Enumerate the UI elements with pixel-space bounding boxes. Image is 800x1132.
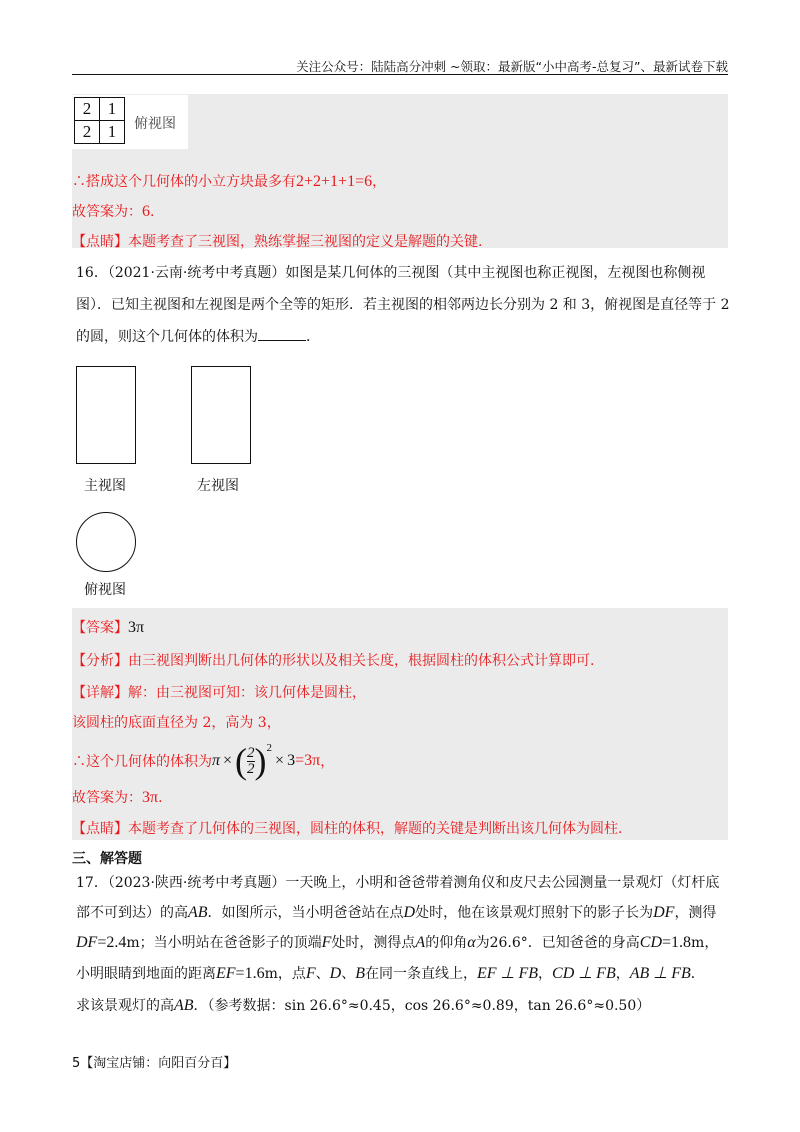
comment-tag: 【点睛】 xyxy=(72,234,128,250)
q17-line-1: 17．（2023·陕西·统考中考真题）一天晚上，小明和爸爸带着测角仪和皮尺去公园测量一景观灯（灯杆底 xyxy=(76,875,720,891)
var-CD: CD xyxy=(639,934,663,951)
page-footer: 5【淘宝店铺：向阳百分百】 xyxy=(72,1056,237,1071)
var-D: D xyxy=(403,904,416,921)
conclusion-suffix: ， xyxy=(372,174,387,190)
comment-tag: 【点睛】 xyxy=(72,821,128,837)
q17-text: m， xyxy=(691,935,719,951)
front-view-rectangle xyxy=(76,366,136,464)
analysis-text: 由三视图判断出几何体的形状以及相关长度，根据圆柱的体积公式计算即可. xyxy=(128,653,595,669)
left-view-label: 左视图 xyxy=(197,478,239,494)
answer-value: 6 xyxy=(142,203,150,220)
answer-value: 3π xyxy=(142,789,159,806)
reference-data: ．（参考数据：sin 26.6°≈0.45，cos 26.6°≈0.89，tan 26.6°≈0.50） xyxy=(193,998,651,1014)
var-AB: AB xyxy=(174,997,194,1014)
q17-text: m，点 xyxy=(264,966,306,982)
value-2-4: =2.4 xyxy=(97,934,127,951)
q17-text: 处时，他在该景观灯照射下的影子长为 xyxy=(415,905,654,921)
q17-text: ． xyxy=(690,966,705,982)
q16-detail-line-2: 该圆柱的底面直径为 2，高为 3， xyxy=(72,715,281,731)
front-view-label: 主视图 xyxy=(84,478,126,494)
detail-text: 解：由三视图可知：该几何体是圆柱， xyxy=(128,685,366,701)
q16-detail xyxy=(72,682,366,702)
var-A: A xyxy=(415,934,426,951)
answer-prefix: 故答案为： xyxy=(72,204,142,220)
var-EF: EF xyxy=(216,965,236,982)
grid-cell: 1 xyxy=(100,121,125,144)
var-alpha: α xyxy=(467,934,476,951)
q16-final-answer xyxy=(72,787,163,807)
q17-text: m；当小明站在爸爸影子的顶端 xyxy=(126,935,322,951)
var-D: D xyxy=(329,965,342,982)
q17-text: 的仰角 xyxy=(425,935,468,951)
var-DF: DF xyxy=(76,934,98,951)
times-sign: × xyxy=(223,752,233,769)
pi-symbol: π xyxy=(212,752,221,769)
answer-prefix: 故答案为： xyxy=(72,790,142,806)
q17-line-3 xyxy=(76,932,718,952)
analysis-tag: 【分析】 xyxy=(72,653,128,669)
q17-text: ， xyxy=(538,966,553,982)
grid-cell: 2 xyxy=(75,98,100,121)
value-1-8: =1.8 xyxy=(662,934,692,951)
q16-line-1: 16．（2021·云南·统考中考真题）如图是某几何体的三视图（其中主视图也称正视图，左视图也称侧视 xyxy=(76,265,706,281)
q17-text: ．如图所示，当小明爸爸站在点 xyxy=(207,905,404,921)
answer-tag: 【答案】 xyxy=(72,620,128,636)
q17-line-4 xyxy=(76,963,705,983)
perp-AB-FB: AB ⊥ FB xyxy=(629,965,691,982)
header-divider xyxy=(72,74,728,75)
comment-text: 本题考查了几何体的三视图，圆柱的体积，解题的关键是判断出该几何体为圆柱. xyxy=(128,821,623,837)
right-paren: ) xyxy=(254,741,267,781)
page-header: 关注公众号：陆陆高分冲刺 ~领取：最新版“小中高考-总复习”、最新试卷下载 xyxy=(296,59,728,74)
exponent: 2 xyxy=(266,742,273,754)
volume-suffix: ， xyxy=(320,754,335,770)
perp-EF-FB: EF ⊥ FB xyxy=(476,965,539,982)
comment-text: 本题考查了三视图，熟练掌握三视图的定义是解题的关键. xyxy=(128,234,483,250)
conclusion-expression: 2+2+1+1=6 xyxy=(296,173,373,190)
top-view-figure xyxy=(72,95,188,149)
var-F: F xyxy=(321,934,332,951)
q17-text: 在同一条直线上， xyxy=(364,966,477,982)
q17-text: 求该景观灯的高 xyxy=(76,998,174,1014)
var-AB: AB xyxy=(188,904,208,921)
var-F: F xyxy=(305,965,316,982)
fraction xyxy=(247,746,255,777)
fraction-denominator: 2 xyxy=(247,760,255,777)
prev-conclusion xyxy=(72,171,386,191)
q17-text: 、 xyxy=(315,966,330,982)
section-title: 三、解答题 xyxy=(72,851,142,867)
q16-line-3-suffix: ． xyxy=(306,329,320,345)
q17-text: ，测得 xyxy=(674,905,717,921)
left-paren: ( xyxy=(235,741,248,781)
q17-text: ， xyxy=(615,966,630,982)
top-view-circle xyxy=(76,512,136,572)
var-B: B xyxy=(355,965,365,982)
prev-answer xyxy=(72,201,154,221)
top-view-circle-label: 俯视图 xyxy=(84,582,126,598)
times-sign: × xyxy=(275,752,285,769)
detail-tag: 【详解】 xyxy=(72,685,128,701)
factor-three: 3 xyxy=(287,752,296,769)
top-view-label: 俯视图 xyxy=(134,116,176,132)
q16-comment xyxy=(72,818,622,838)
q17-text: 小明眼睛到地面的距离 xyxy=(76,966,216,982)
volume-result: =3π xyxy=(295,752,321,769)
q16-answer xyxy=(72,617,144,637)
var-DF: DF xyxy=(653,904,675,921)
q17-text: 处时，测得点 xyxy=(331,935,416,951)
conclusion-text: ∴搭成这个几何体的小立方块最多有 xyxy=(72,174,296,190)
volume-prefix: ∴这个几何体的体积为 xyxy=(72,754,212,770)
left-view-rectangle xyxy=(191,366,251,464)
q17-text: 为26.6°．已知爸爸的身高 xyxy=(475,935,640,951)
answer-suffix: . xyxy=(150,204,155,220)
q17-line-5 xyxy=(76,995,650,1015)
grid-cell: 1 xyxy=(100,98,125,121)
q16-line-3-text: 的圆，则这个几何体的体积为 xyxy=(76,329,258,345)
q17-text: 、 xyxy=(341,966,356,982)
fraction-numerator: 2 xyxy=(247,744,255,761)
q16-line-3 xyxy=(76,326,320,346)
top-view-grid xyxy=(74,97,125,144)
q16-volume-formula xyxy=(72,738,334,784)
perp-CD-FB: CD ⊥ FB xyxy=(552,965,616,982)
prev-comment xyxy=(72,231,482,251)
answer-value: 3π xyxy=(128,619,145,636)
q17-line-2 xyxy=(76,902,716,922)
answer-suffix: . xyxy=(158,790,163,806)
grid-cell: 2 xyxy=(75,121,100,144)
q16-analysis xyxy=(72,650,594,670)
q16-line-2: 图）．已知主视图和左视图是两个全等的矩形．若主视图的相邻两边长分别为 2 和 3，俯视图是直径等于 2 xyxy=(76,297,730,313)
answer-blank xyxy=(258,340,306,341)
q17-text: 部不可到达）的高 xyxy=(76,905,188,921)
value-1-6: =1.6 xyxy=(235,965,265,982)
